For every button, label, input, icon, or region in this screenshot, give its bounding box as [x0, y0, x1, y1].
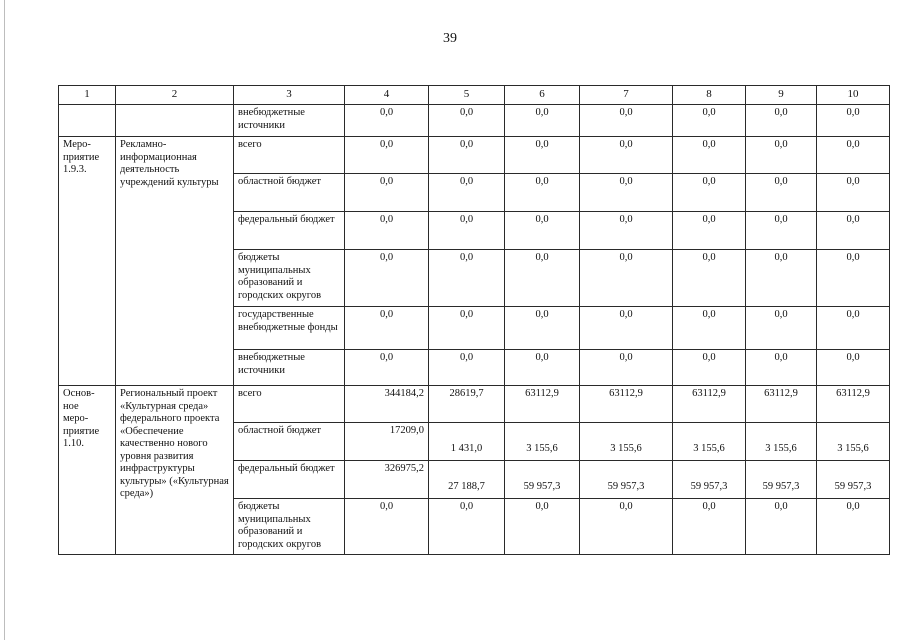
value-cell: 0,0 [817, 137, 890, 174]
funding-source: всего [234, 137, 345, 174]
value-cell: 63112,9 [817, 386, 890, 423]
value-cell: 0,0 [580, 212, 673, 250]
column-number: 10 [817, 86, 890, 105]
value-cell: 0,0 [746, 105, 817, 137]
value-cell: 0,0 [580, 137, 673, 174]
empty-cell [116, 105, 234, 137]
label-line: Меро- [63, 139, 91, 150]
column-number: 5 [429, 86, 505, 105]
value-cell: 0,0 [505, 212, 580, 250]
value-cell: 0,0 [746, 174, 817, 212]
value-cell: 63112,9 [505, 386, 580, 423]
funding-source: всего [234, 386, 345, 423]
label-line: приятие [63, 151, 100, 163]
value-cell: 0,0 [817, 105, 890, 137]
value-cell: 0,0 [505, 250, 580, 307]
value-cell: 0,0 [505, 105, 580, 137]
value-cell: 28619,7 [429, 386, 505, 423]
value-cell: 0,0 [345, 250, 429, 307]
value-cell: 0,0 [746, 250, 817, 307]
funding-source: бюджеты муниципальных образований и городских округов [234, 250, 345, 307]
label-line: Основ- [63, 388, 95, 399]
value-cell: 0,0 [345, 105, 429, 137]
value-cell: 0,0 [746, 499, 817, 555]
value-cell: 3 155,6 [673, 423, 746, 461]
value-cell: 0,0 [673, 212, 746, 250]
value-cell: 0,0 [429, 105, 505, 137]
column-number: 7 [580, 86, 673, 105]
funding-source: федеральный бюджет [234, 461, 345, 499]
value-cell: 0,0 [817, 250, 890, 307]
value-cell: 0,0 [673, 499, 746, 555]
value-cell: 27 188,7 [429, 461, 505, 499]
value-cell: 0,0 [429, 174, 505, 212]
table-row [59, 105, 890, 137]
value-cell: 0,0 [580, 350, 673, 386]
header-row [59, 86, 890, 105]
value-cell: 59 957,3 [817, 461, 890, 499]
funding-source: государственные внебюджетные фонды [234, 307, 345, 350]
value-cell: 0,0 [505, 307, 580, 350]
value-cell: 344184,2 [345, 386, 429, 423]
value-cell: 0,0 [429, 499, 505, 555]
value-cell: 0,0 [505, 350, 580, 386]
budget-table [58, 85, 890, 555]
value-cell: 0,0 [673, 174, 746, 212]
table-row [59, 386, 890, 423]
value-cell: 0,0 [505, 137, 580, 174]
column-number: 9 [746, 86, 817, 105]
table-row [59, 137, 890, 174]
value-cell: 0,0 [746, 137, 817, 174]
value-cell: 0,0 [673, 350, 746, 386]
value-cell: 0,0 [345, 499, 429, 555]
value-cell: 0,0 [673, 137, 746, 174]
measure-name: Региональный проект «Культурная среда» федерального проекта «Обеспечение качественно нового уровня развития инфраструктуры культуры» («Культурная среда») [116, 386, 234, 555]
funding-source: федеральный бюджет [234, 212, 345, 250]
value-cell: 0,0 [580, 307, 673, 350]
value-cell: 0,0 [673, 105, 746, 137]
value-cell: 0,0 [429, 350, 505, 386]
value-cell: 59 957,3 [746, 461, 817, 499]
value-cell: 0,0 [580, 499, 673, 555]
label-line: 1.9.3. [63, 164, 87, 175]
column-number: 6 [505, 86, 580, 105]
value-cell: 0,0 [746, 307, 817, 350]
value-cell: 0,0 [345, 174, 429, 212]
value-cell: 3 155,6 [580, 423, 673, 461]
value-cell: 0,0 [580, 250, 673, 307]
measure-label [59, 137, 116, 386]
value-cell: 0,0 [429, 250, 505, 307]
value-cell: 0,0 [429, 137, 505, 174]
value-cell: 0,0 [817, 499, 890, 555]
funding-source: областной бюджет [234, 174, 345, 212]
funding-source: бюджеты муниципальных образований и городских округов [234, 499, 345, 555]
label-line: 1.10. [63, 438, 84, 449]
column-number: 3 [234, 86, 345, 105]
value-cell: 0,0 [505, 174, 580, 212]
column-number: 8 [673, 86, 746, 105]
measure-label [59, 386, 116, 555]
column-number: 2 [116, 86, 234, 105]
value-cell: 59 957,3 [580, 461, 673, 499]
value-cell: 0,0 [746, 212, 817, 250]
column-number: 4 [345, 86, 429, 105]
page-number: 39 [443, 31, 457, 46]
value-cell: 59 957,3 [505, 461, 580, 499]
value-cell: 3 155,6 [505, 423, 580, 461]
value-cell: 1 431,0 [429, 423, 505, 461]
measure-name: Рекламно-информационная деятельность учреждений культуры [116, 137, 234, 386]
value-cell: 0,0 [505, 499, 580, 555]
value-cell: 0,0 [817, 350, 890, 386]
value-cell: 0,0 [746, 350, 817, 386]
value-cell: 63112,9 [580, 386, 673, 423]
value-cell: 0,0 [817, 212, 890, 250]
column-number: 1 [59, 86, 116, 105]
value-cell: 0,0 [580, 174, 673, 212]
value-cell: 0,0 [673, 250, 746, 307]
funding-source: внебюджетные источники [234, 350, 345, 386]
value-cell: 0,0 [429, 212, 505, 250]
funding-source: внебюджетные источники [234, 105, 345, 137]
value-cell: 59 957,3 [673, 461, 746, 499]
value-cell: 17209,0 [345, 423, 429, 461]
value-cell: 3 155,6 [746, 423, 817, 461]
value-cell: 0,0 [580, 105, 673, 137]
label-line: приятие [63, 425, 100, 437]
value-cell: 0,0 [429, 307, 505, 350]
funding-source: областной бюджет [234, 423, 345, 461]
value-cell: 0,0 [817, 307, 890, 350]
empty-cell [59, 105, 116, 137]
value-cell: 0,0 [345, 212, 429, 250]
value-cell: 3 155,6 [817, 423, 890, 461]
value-cell: 63112,9 [746, 386, 817, 423]
label-line: меро- [63, 413, 89, 424]
value-cell: 0,0 [817, 174, 890, 212]
value-cell: 0,0 [345, 307, 429, 350]
value-cell: 0,0 [345, 350, 429, 386]
value-cell: 0,0 [345, 137, 429, 174]
scan-edge-line [4, 0, 5, 640]
label-line: ное [63, 400, 79, 412]
value-cell: 0,0 [673, 307, 746, 350]
value-cell: 326975,2 [345, 461, 429, 499]
value-cell: 63112,9 [673, 386, 746, 423]
